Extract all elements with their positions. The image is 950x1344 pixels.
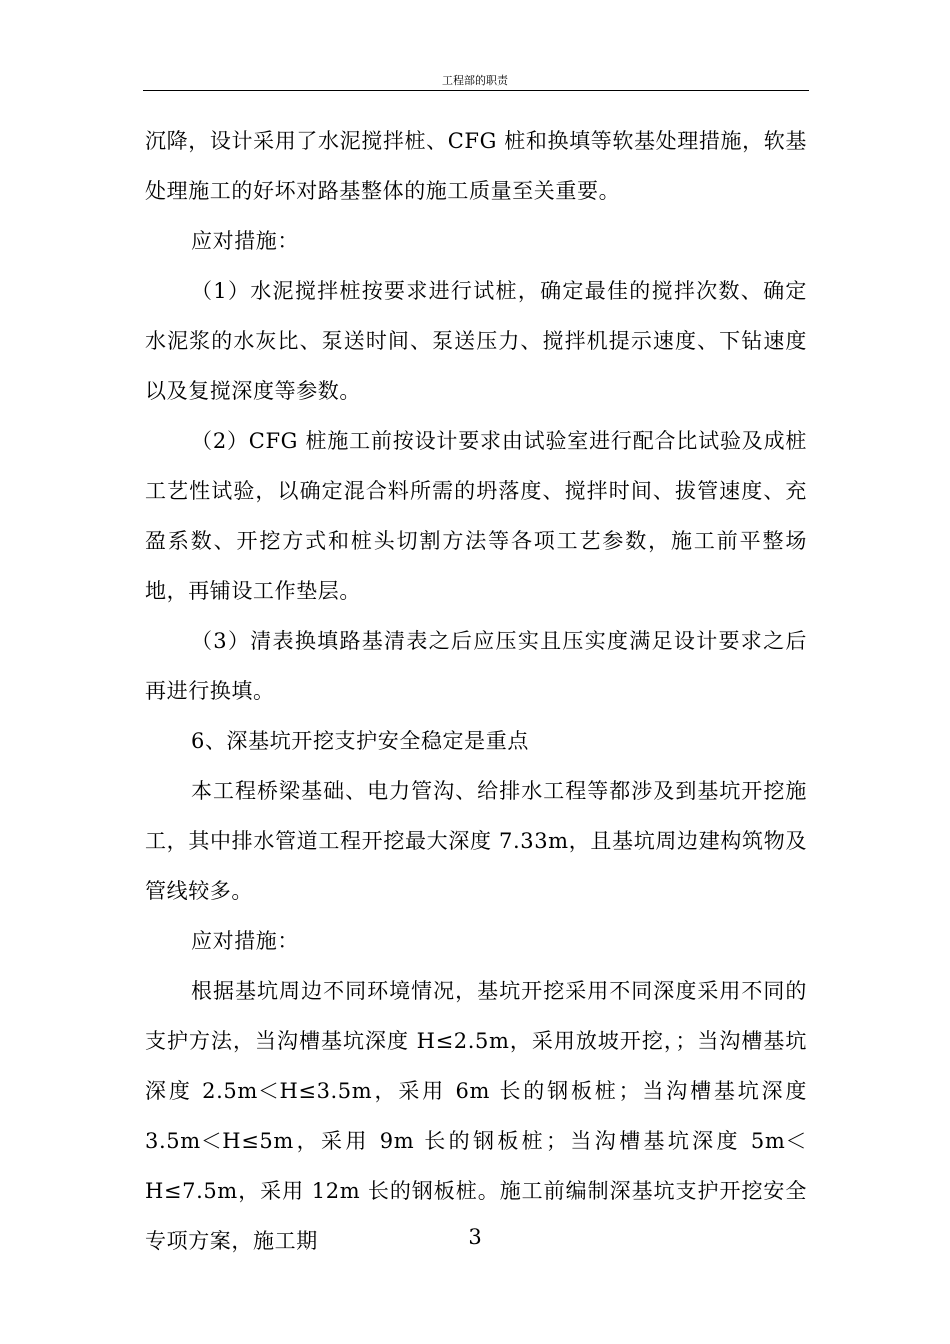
- paragraph-support-methods: 根据基坑周边不同环境情况，基坑开挖采用不同深度采用不同的支护方法，当沟槽基坑深度 H≤2.5m，采用放坡开挖，；当沟槽基坑深度 2.5m＜H≤3.5m，采用 6m 长的钢板桩；当沟槽基坑深度 3.5m＜H≤5m，采用 9m 长的钢板桩；当沟槽基坑深度 5m＜H≤7.5m，采用 12m 长的钢板桩。施工前编制深基坑支护开挖安全专项方案，施工期: [145, 979, 807, 1253]
- running-header: 工程部的职责: [442, 74, 508, 87]
- header-divider: [143, 90, 809, 91]
- heading-countermeasures: 应对措施：: [191, 229, 299, 253]
- page-number: 3: [468, 1225, 482, 1249]
- paragraph-measure-3: （3）清表换填路基清表之后应压实且压实度满足设计要求之后再进行换填。: [145, 629, 807, 703]
- paragraph-measure-1: （1）水泥搅拌桩按要求进行试桩，确定最佳的搅拌次数、确定水泥浆的水灰比、泵送时间、泵送压力、搅拌机提示速度、下钻速度以及复搅深度等参数。: [145, 279, 807, 403]
- body-text: [145, 116, 807, 1266]
- paragraph-measure-2: （2）CFG 桩施工前按设计要求由试验室进行配合比试验及成桩工艺性试验，以确定混合料所需的坍落度、搅拌时间、拔管速度、充盈系数、开挖方式和桩头切割方法等各项工艺参数，施工前平整场地，再铺设工作垫层。: [145, 429, 807, 603]
- paragraph-continued: 沉降，设计采用了水泥搅拌桩、CFG 桩和换填等软基处理措施，软基处理施工的好坏对路基整体的施工质量至关重要。: [145, 129, 807, 203]
- section-heading-6: 6、深基坑开挖支护安全稳定是重点: [191, 729, 529, 753]
- paragraph-project-overview: 本工程桥梁基础、电力管沟、给排水工程等都涉及到基坑开挖施工，其中排水管道工程开挖最大深度 7.33m，且基坑周边建构筑物及管线较多。: [145, 779, 807, 903]
- heading-countermeasures-2: 应对措施：: [191, 929, 299, 953]
